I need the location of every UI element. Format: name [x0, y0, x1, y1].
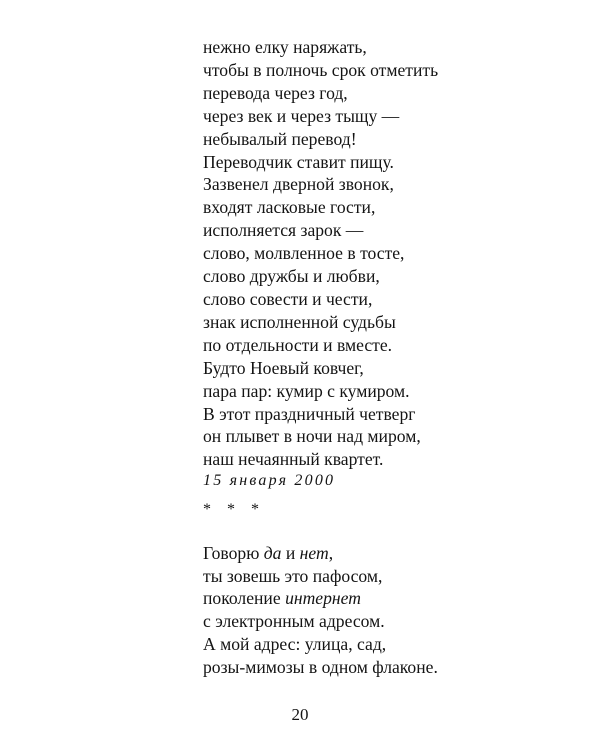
- poem-line: входят ласковые гости,: [203, 197, 376, 218]
- emphasized-word: нет: [299, 543, 329, 563]
- poem-line: слово, молвленное в тосте,: [203, 243, 405, 264]
- poem-line: знак исполненной судьбы: [203, 311, 396, 332]
- poem-line: перевода через год,: [203, 82, 348, 103]
- poem-line: ты зовешь это пафосом,: [203, 565, 383, 586]
- poem-date: 15 января 2000: [203, 472, 336, 490]
- poem-line: небывалый перевод!: [203, 128, 357, 149]
- poem-line: розы-мимозы в одном флаконе.: [203, 656, 438, 677]
- poem-line: [203, 542, 533, 565]
- poem-new: [203, 542, 533, 678]
- poem-line: А мой адрес: улица, сад,: [203, 633, 387, 654]
- poem-line: пара пар: кумир с кумиром.: [203, 380, 410, 401]
- text-run: Говорю: [203, 543, 264, 563]
- section-separator: * * *: [203, 501, 265, 518]
- text-run: поколение: [203, 588, 286, 609]
- poem-line: Зазвенел дверной звонок,: [203, 174, 394, 195]
- emphasized-word: интернет: [285, 588, 361, 609]
- poem-continued: [203, 36, 533, 492]
- poem-line: исполняется зарок —: [203, 220, 364, 241]
- poem-line: [203, 587, 533, 610]
- poem-line: с электронным адресом.: [203, 611, 385, 632]
- poem-line: нежно елку наряжать,: [203, 37, 367, 57]
- text-run: и: [281, 543, 300, 563]
- page-number: 20: [291, 705, 309, 724]
- poem-line: наш нечаянный квартет.: [203, 449, 384, 470]
- poem-line: В этот праздничный четверг: [203, 403, 416, 424]
- poem-line: он плывет в ночи над миром,: [203, 426, 421, 447]
- poem-line: слово дружбы и любви,: [203, 266, 380, 287]
- poem-line: чтобы в полночь срок отметить: [203, 59, 439, 80]
- poem-line: слово совести и чести,: [203, 288, 373, 309]
- poem-line: по отдельности и вместе.: [203, 334, 393, 355]
- text-run: ,: [328, 543, 334, 563]
- poem-line: Переводчик ставит пищу.: [203, 151, 394, 172]
- poem-line: через век и через тыщу —: [203, 105, 400, 126]
- poem-line: Будто Ноевый ковчег,: [203, 357, 364, 378]
- emphasized-word: да: [263, 543, 282, 563]
